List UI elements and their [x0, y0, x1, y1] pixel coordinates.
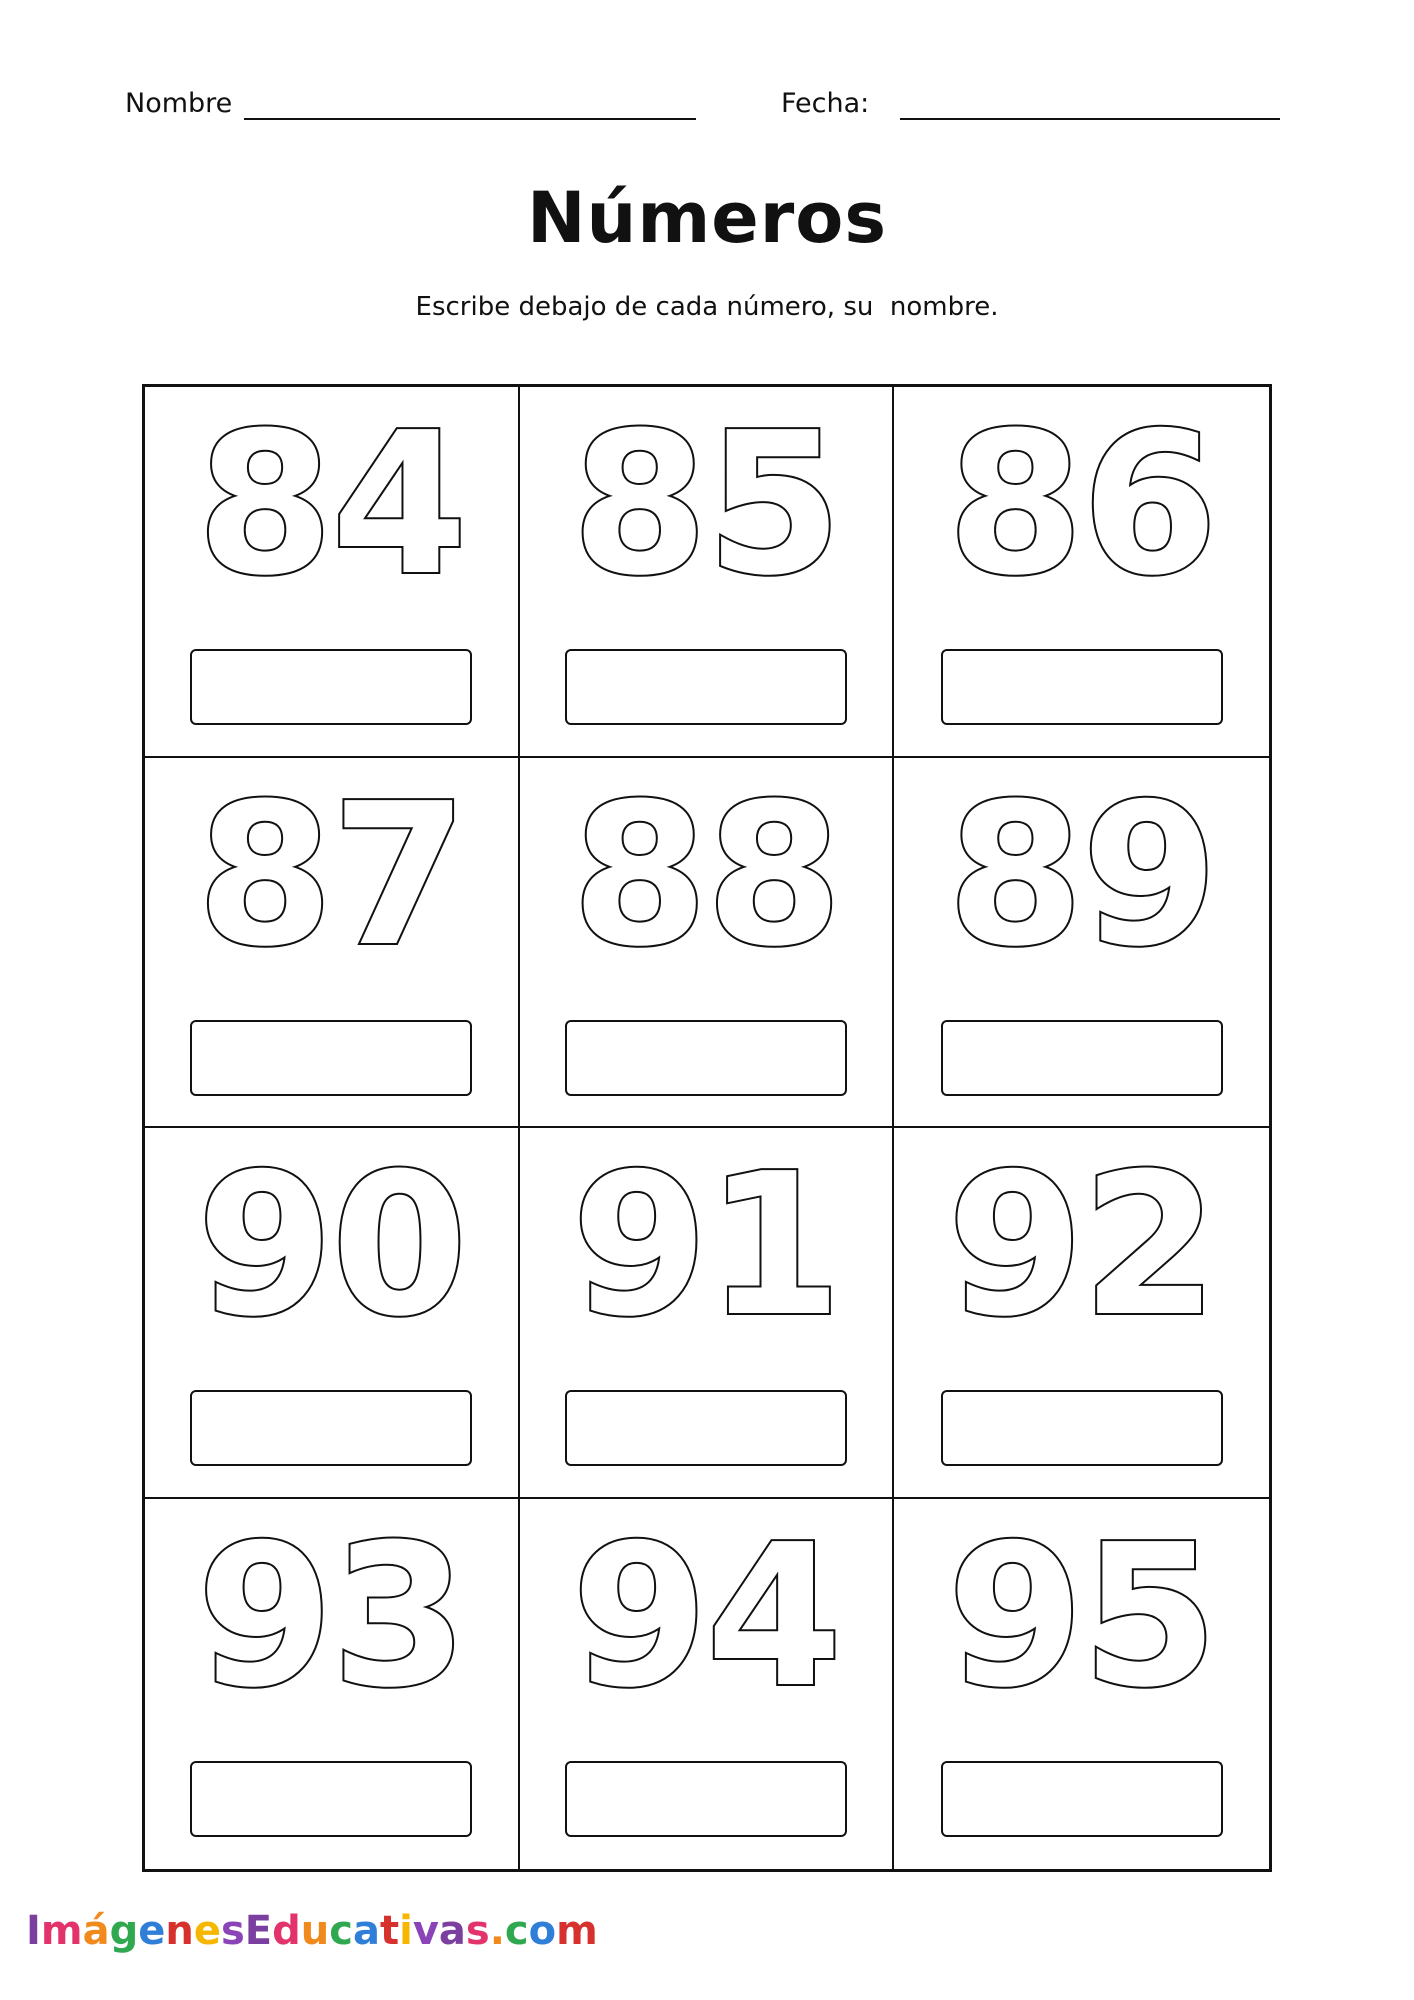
header-fields [0, 86, 1414, 126]
outlined-number: 89 [947, 761, 1217, 990]
answer-box[interactable] [190, 1020, 472, 1096]
answer-box[interactable] [565, 1761, 847, 1837]
outlined-number: 84 [196, 391, 466, 619]
outlined-number: 90 [196, 1132, 466, 1360]
outlined-number: 86 [947, 391, 1217, 619]
outlined-number: 88 [571, 761, 841, 990]
outlined-number: 91 [571, 1132, 841, 1360]
outlined-number: 92 [947, 1132, 1217, 1360]
number-cell [894, 1499, 1269, 1870]
site-logo: ImágenesEducativas.com [26, 1908, 598, 1954]
name-line[interactable] [244, 118, 696, 120]
answer-box[interactable] [565, 1390, 847, 1466]
number-cell [520, 1128, 895, 1499]
instructions: Escribe debajo de cada número, su nombre. [415, 292, 999, 322]
number-cell [145, 1128, 520, 1499]
number-cell [520, 758, 895, 1129]
number-cell [520, 387, 895, 758]
answer-box[interactable] [941, 1761, 1223, 1837]
answer-box[interactable] [190, 649, 472, 725]
number-cell [145, 758, 520, 1129]
number-cell [145, 387, 520, 758]
date-line[interactable] [900, 118, 1280, 120]
outlined-number: 94 [571, 1502, 841, 1731]
numbers-grid [142, 384, 1272, 1872]
outlined-number: 95 [947, 1502, 1217, 1731]
answer-box[interactable] [941, 1390, 1223, 1466]
number-cell [894, 1128, 1269, 1499]
outlined-number: 85 [571, 391, 841, 619]
answer-box[interactable] [941, 1020, 1223, 1096]
answer-box[interactable] [565, 649, 847, 725]
number-cell [520, 1499, 895, 1870]
number-cell [145, 1499, 520, 1870]
name-label: Nombre [125, 88, 233, 119]
page-title: Números [526, 177, 888, 259]
number-cell [894, 387, 1269, 758]
outlined-number: 87 [196, 761, 466, 990]
outlined-number: 93 [196, 1502, 466, 1731]
number-cell [894, 758, 1269, 1129]
answer-box[interactable] [190, 1761, 472, 1837]
date-label: Fecha: [781, 88, 870, 119]
answer-box[interactable] [565, 1020, 847, 1096]
answer-box[interactable] [941, 649, 1223, 725]
answer-box[interactable] [190, 1390, 472, 1466]
